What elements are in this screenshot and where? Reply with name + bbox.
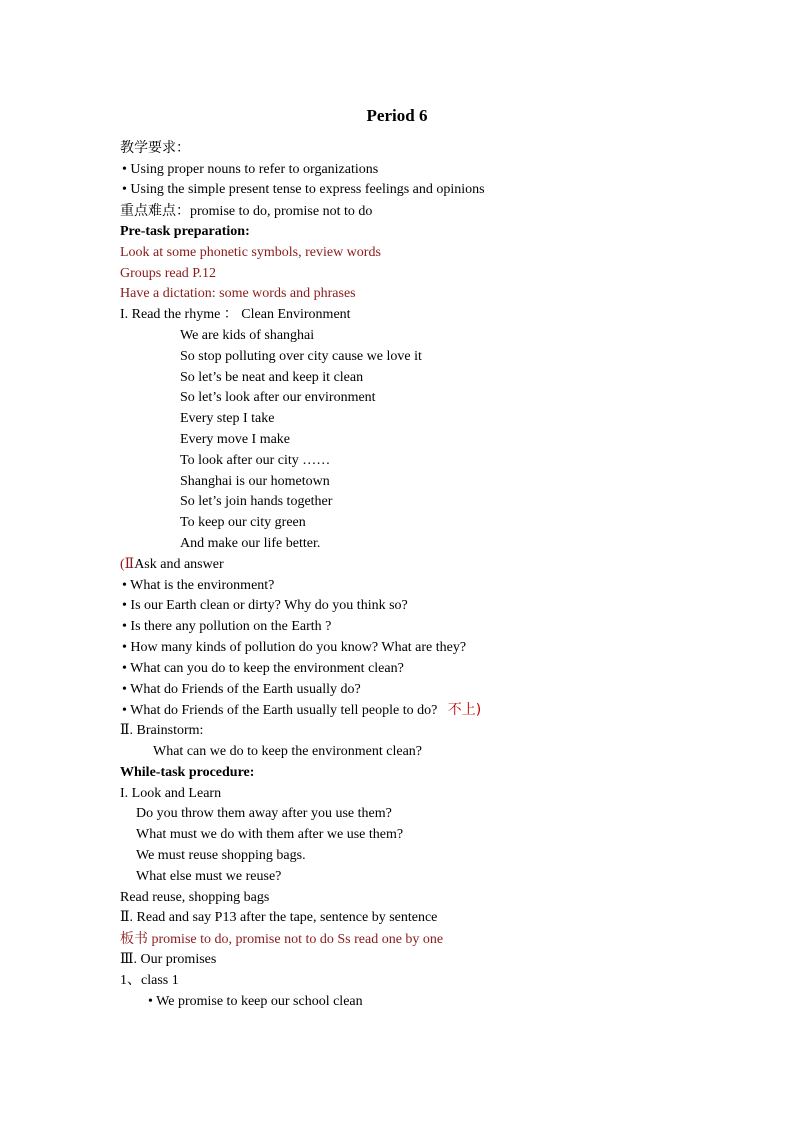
look-learn-line: Do you throw them away after you use them?	[136, 806, 392, 821]
question-item-last	[122, 700, 481, 720]
question-item: • How many kinds of pollution do you know? What are they?	[122, 640, 467, 655]
rhyme-intro: I. Read the rhyme ： Clean Environment	[120, 307, 351, 322]
key-points-label: 重点难点：	[120, 203, 190, 219]
look-learn-heading: I. Look and Learn	[120, 786, 222, 801]
ask-answer-label: Ask and answer	[134, 557, 224, 572]
rhyme-line: So stop polluting over city cause we love it	[180, 349, 422, 364]
question-item: • Is our Earth clean or dirty? Why do you think so?	[122, 598, 408, 613]
ask-answer-prefix: (Ⅱ	[120, 557, 135, 572]
brainstorm-question: What can we do to keep the environment clean?	[153, 744, 422, 759]
read-say-line: Ⅱ. Read and say P13 after the tape, sentence by sentence	[120, 910, 438, 925]
question-item: • Is there any pollution on the Earth ?	[122, 619, 332, 634]
requirements-heading: 教学要求：	[120, 140, 190, 156]
rhyme-line: Every move I make	[180, 432, 291, 447]
rhyme-line: We are kids of shanghai	[180, 328, 315, 343]
read-words-line: Read reuse, shopping bags	[120, 890, 270, 905]
brainstorm-heading: Ⅱ. Brainstorm:	[120, 723, 204, 738]
pre-task-item: Groups read P.12	[120, 266, 217, 281]
look-learn-line: What else must we reuse?	[136, 869, 282, 884]
board-text: promise to do, promise not to do Ss read one by one	[151, 932, 444, 947]
pre-task-heading: Pre-task preparation:	[120, 224, 250, 239]
while-task-heading: While-task procedure:	[120, 765, 255, 780]
key-points-text: promise to do, promise not to do	[190, 204, 373, 219]
key-points-line	[120, 201, 372, 221]
rhyme-line: So let’s be neat and keep it clean	[180, 370, 364, 385]
requirement-item: • Using proper nouns to refer to organizations	[122, 162, 379, 177]
question-item: • What do Friends of the Earth usually tell people to do?	[122, 703, 438, 718]
rhyme-line: Shanghai is our hometown	[180, 474, 330, 489]
promise-line: • We promise to keep our school clean	[148, 994, 363, 1009]
board-line	[120, 929, 443, 949]
look-learn-line: What must we do with them after we use them?	[136, 827, 404, 842]
rhyme-line: To keep our city green	[180, 515, 306, 530]
question-item: • What can you do to keep the environment clean?	[122, 661, 404, 676]
page-title: Period 6	[366, 106, 428, 125]
questions-note: 不上)	[447, 702, 482, 718]
rhyme-line: And make our life better.	[180, 536, 321, 551]
board-label: 板书	[120, 931, 148, 947]
look-learn-line: We must reuse shopping bags.	[136, 848, 306, 863]
promises-heading: Ⅲ. Our promises	[120, 952, 217, 967]
rhyme-line: To look after our city ……	[180, 453, 331, 468]
ask-answer-heading	[120, 555, 224, 575]
requirement-item: • Using the simple present tense to express feelings and opinions	[122, 182, 485, 197]
pre-task-item: Look at some phonetic symbols, review words	[120, 245, 381, 260]
question-item: • What is the environment?	[122, 578, 275, 593]
pre-task-item: Have a dictation: some words and phrases	[120, 286, 356, 301]
rhyme-line: So let’s join hands together	[180, 494, 333, 509]
rhyme-line: So let’s look after our environment	[180, 390, 376, 405]
question-item: • What do Friends of the Earth usually do?	[122, 682, 361, 697]
class-label: 1、class 1	[120, 973, 179, 988]
rhyme-line: Every step I take	[180, 411, 275, 426]
